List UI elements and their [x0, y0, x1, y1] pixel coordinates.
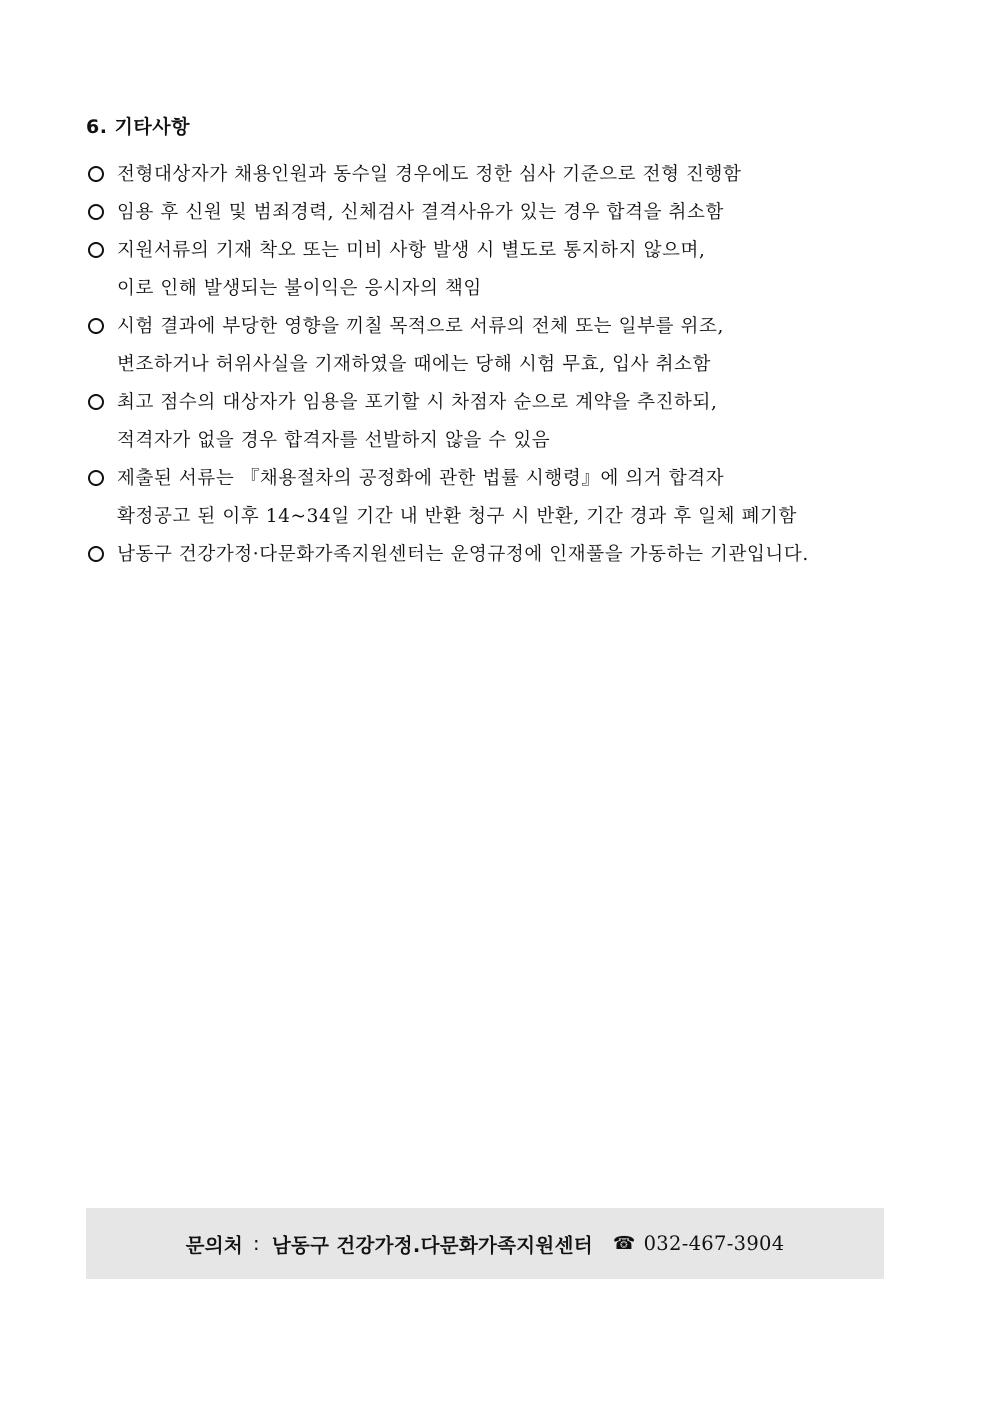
circle-bullet-icon — [86, 384, 117, 422]
contact-phone: 032-467-3904 — [643, 1232, 785, 1255]
circle-bullet-icon — [86, 460, 117, 498]
circle-bullet-icon — [86, 308, 117, 346]
list-item — [86, 536, 916, 574]
contact-organization: 남동구 건강가정.다문화가족지원센터 — [271, 1233, 593, 1257]
section-other-matters — [86, 112, 916, 574]
item-text: 전형대상자가 채용인원과 동수일 경우에도 정한 심사 기준으로 전형 진행함 — [117, 164, 742, 185]
item-text: 임용 후 신원 및 범죄경력, 신체검사 결격사유가 있는 경우 합격을 취소함 — [117, 202, 724, 223]
item-text: 시험 결과에 부당한 영향을 끼칠 목적으로 서류의 전체 또는 일부를 위조, — [117, 316, 724, 337]
item-text: 지원서류의 기재 착오 또는 미비 사항 발생 시 별도로 통지하지 않으며, — [117, 240, 706, 261]
circle-bullet-icon — [86, 536, 117, 574]
phone-icon: ☎ — [612, 1233, 636, 1254]
item-text: 남동구 건강가정·다문화가족지원센터는 운영규정에 인재풀을 가동하는 기관입니다. — [117, 544, 809, 565]
contact-box — [86, 1208, 884, 1279]
item-text: 최고 점수의 대상자가 임용을 포기할 시 차점자 순으로 계약을 추진하되, — [117, 392, 718, 413]
contact-separator: : — [252, 1232, 260, 1255]
circle-bullet-icon — [86, 194, 117, 232]
item-text-continuation: 적격자가 없을 경우 합격자를 선발하지 않을 수 있음 — [117, 430, 551, 451]
list-item — [86, 308, 916, 384]
item-text-continuation: 이로 인해 발생되는 불이익은 응시자의 책임 — [117, 278, 482, 299]
circle-bullet-icon — [86, 156, 117, 194]
list-item — [86, 232, 916, 308]
item-text-continuation: 변조하거나 허위사실을 기재하였을 때에는 당해 시험 무효, 입사 취소함 — [117, 354, 711, 375]
list-item — [86, 194, 916, 232]
list-item — [86, 384, 916, 460]
contact-label: 문의처 — [185, 1233, 243, 1257]
circle-bullet-icon — [86, 232, 117, 270]
item-text-continuation: 확정공고 된 이후 14~34일 기간 내 반환 청구 시 반환, 기간 경과 후 일체 폐기함 — [117, 506, 797, 527]
list-item — [86, 460, 916, 536]
section-title: 6. 기타사항 — [86, 116, 190, 138]
list-item — [86, 156, 916, 194]
item-text: 제출된 서류는 『채용절차의 공정화에 관한 법률 시행령』에 의거 합격자 — [117, 468, 725, 489]
